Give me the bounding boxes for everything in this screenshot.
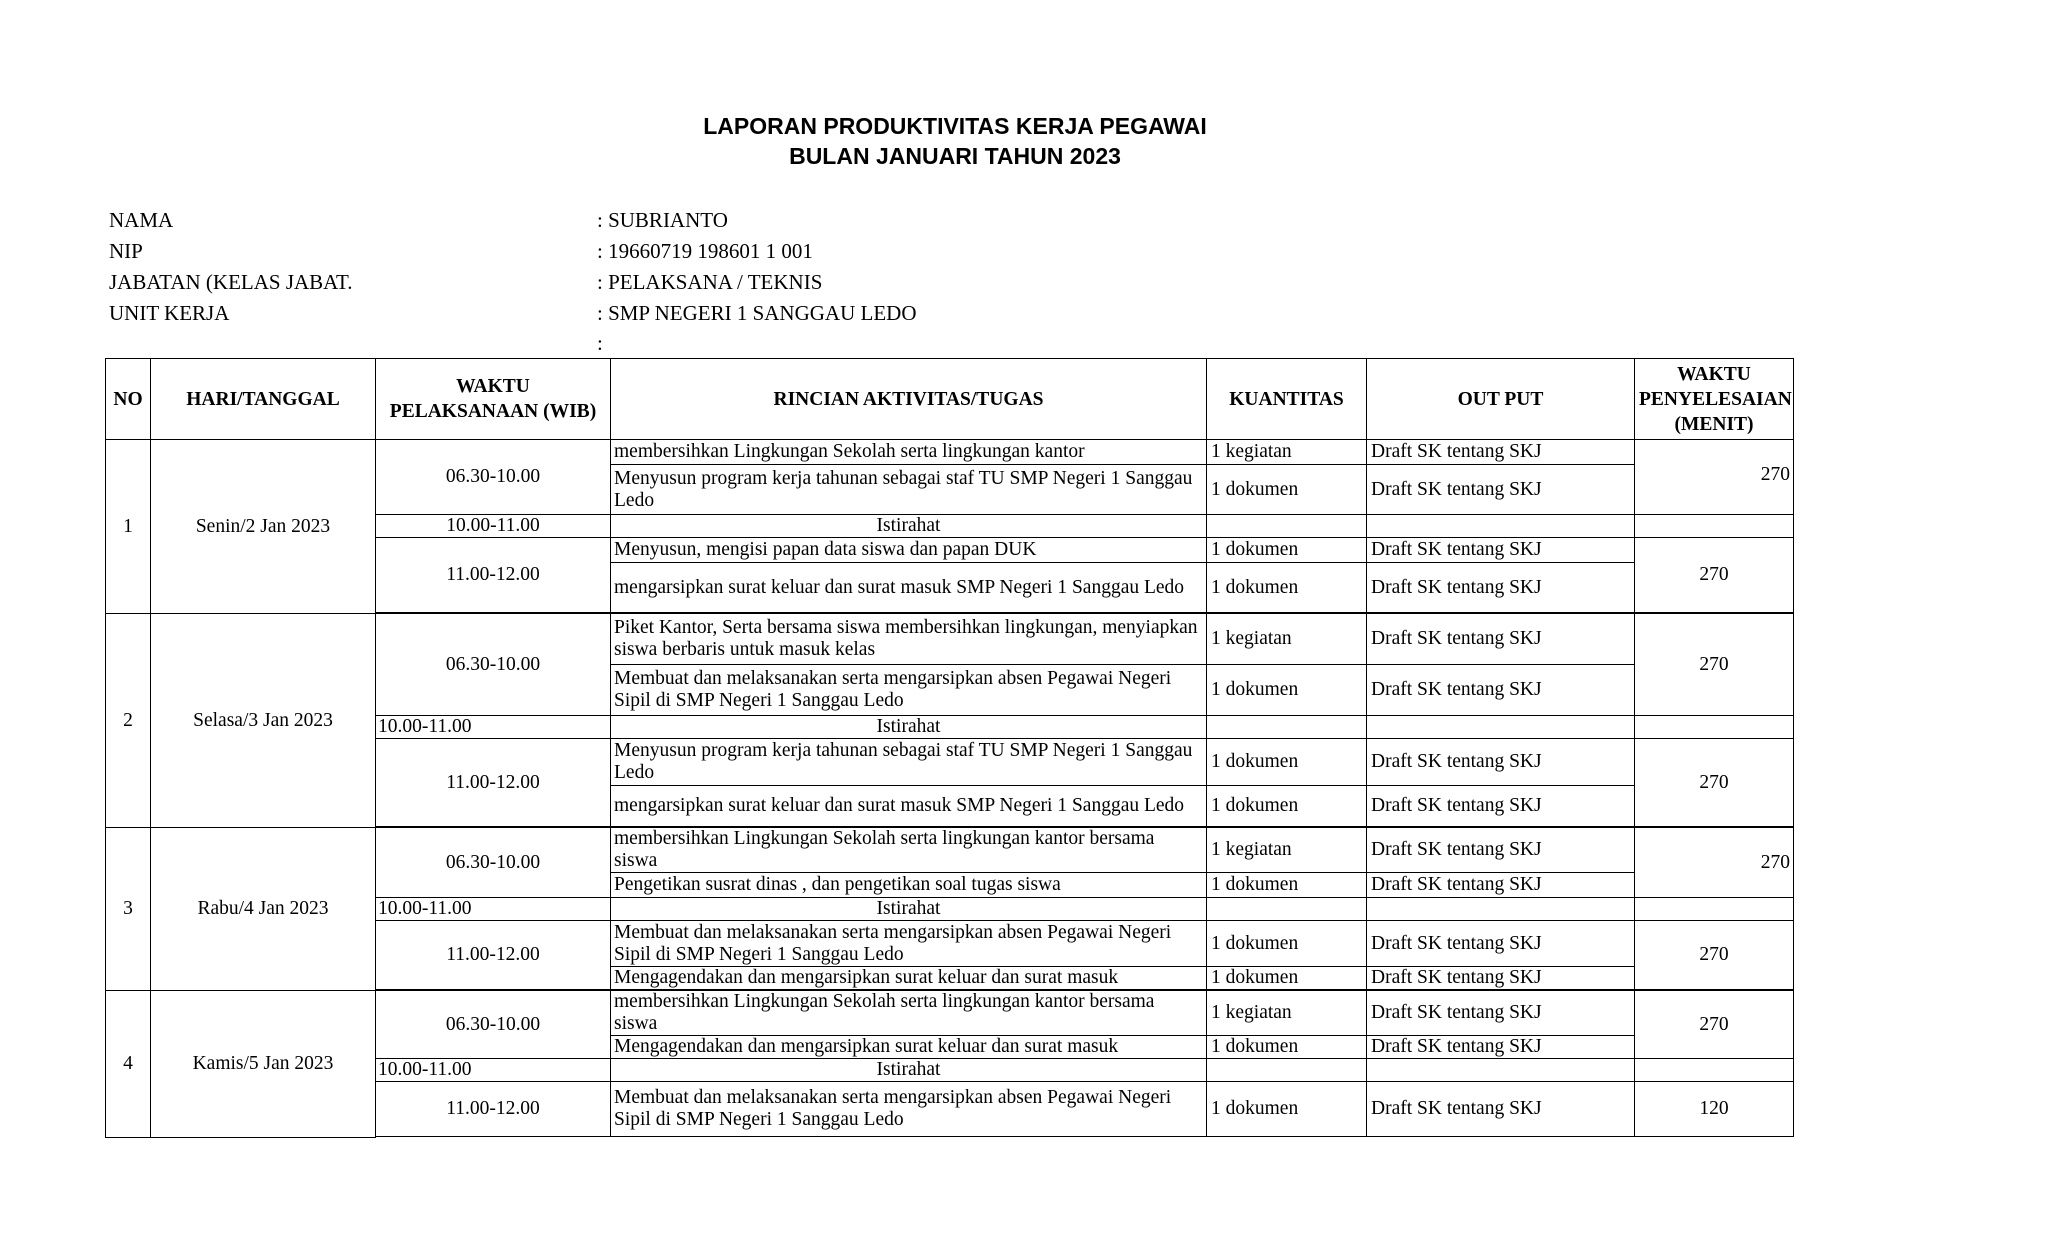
row-quantity: 1 dokumen — [1207, 563, 1367, 613]
row-time: 06.30-10.00 — [376, 991, 611, 1059]
row-minutes: 270 — [1635, 739, 1794, 827]
col-header-rincian: RINCIAN AKTIVITAS/TUGAS — [611, 359, 1207, 440]
row-no: 2 — [106, 614, 151, 828]
row-time: 11.00-12.00 — [376, 921, 611, 990]
row-no: 1 — [106, 440, 151, 614]
row-no: 4 — [106, 991, 151, 1138]
row-activity: membersihkan Lingkungan Sekolah serta lingkungan kantor bersama siswa — [611, 991, 1207, 1036]
row-quantity: 1 dokumen — [1207, 967, 1367, 990]
row-hari: Selasa/3 Jan 2023 — [151, 614, 376, 828]
row-activity: Mengagendakan dan mengarsipkan surat keluar dan surat masuk — [611, 1036, 1207, 1059]
col-header-hari: HARI/TANGGAL — [151, 359, 376, 440]
row-output: Draft SK tentang SKJ — [1367, 1036, 1635, 1059]
empty-cell — [1207, 716, 1367, 739]
table-row — [106, 614, 1794, 665]
row-time: 11.00-12.00 — [376, 1082, 611, 1137]
empty-cell — [1367, 515, 1635, 538]
empty-cell — [1635, 515, 1794, 538]
row-minutes: 270 — [1635, 538, 1794, 613]
row-quantity: 1 kegiatan — [1207, 991, 1367, 1036]
row-activity: Menyusun program kerja tahunan sebagai staf TU SMP Negeri 1 Sanggau Ledo — [611, 739, 1207, 786]
row-minutes: 270 — [1635, 991, 1794, 1059]
row-output: Draft SK tentang SKJ — [1367, 786, 1635, 827]
row-hari: Rabu/4 Jan 2023 — [151, 828, 376, 991]
table-row — [106, 440, 1794, 465]
row-activity: mengarsipkan surat keluar dan surat masuk SMP Negeri 1 Sanggau Ledo — [611, 563, 1207, 613]
row-output: Draft SK tentang SKJ — [1367, 873, 1635, 898]
unit-kerja-label: UNIT KERJA — [109, 301, 230, 325]
empty-cell — [1367, 1059, 1635, 1082]
empty-cell — [1635, 716, 1794, 739]
row-activity: Pengetikan susrat dinas , dan pengetikan soal tugas siswa — [611, 873, 1207, 898]
row-quantity: 1 kegiatan — [1207, 440, 1367, 465]
col-header-no: NO — [106, 359, 151, 440]
row-minutes: 270 — [1635, 828, 1794, 898]
empty-cell — [1367, 898, 1635, 921]
row-output: Draft SK tentang SKJ — [1367, 921, 1635, 967]
row-activity: membersihkan Lingkungan Sekolah serta lingkungan kantor — [611, 440, 1207, 465]
nip-label: NIP — [109, 239, 143, 263]
unit-kerja-value: : SMP NEGERI 1 SANGGAU LEDO — [597, 301, 917, 325]
row-activity: Mengagendakan dan mengarsipkan surat keluar dan surat masuk — [611, 967, 1207, 990]
row-quantity: 1 dokumen — [1207, 665, 1367, 716]
row-output: Draft SK tentang SKJ — [1367, 967, 1635, 990]
row-activity: Menyusun program kerja tahunan sebagai staf TU SMP Negeri 1 Sanggau Ledo — [611, 465, 1207, 515]
col-header-output: OUT PUT — [1367, 359, 1635, 440]
row-break-label: Istirahat — [611, 515, 1207, 538]
row-time: 10.00-11.00 — [376, 716, 611, 739]
row-time: 10.00-11.00 — [376, 898, 611, 921]
row-quantity: 1 dokumen — [1207, 538, 1367, 563]
row-quantity: 1 dokumen — [1207, 1082, 1367, 1137]
row-output: Draft SK tentang SKJ — [1367, 614, 1635, 665]
row-break-label: Istirahat — [611, 1059, 1207, 1082]
row-quantity: 1 dokumen — [1207, 1036, 1367, 1059]
col-header-waktu: WAKTU PELAKSANAAN (WIB) — [376, 359, 611, 440]
row-hari: Senin/2 Jan 2023 — [151, 440, 376, 614]
row-output: Draft SK tentang SKJ — [1367, 465, 1635, 515]
row-quantity: 1 dokumen — [1207, 465, 1367, 515]
row-time: 06.30-10.00 — [376, 614, 611, 716]
empty-cell — [1635, 898, 1794, 921]
empty-cell — [1207, 1059, 1367, 1082]
row-quantity: 1 kegiatan — [1207, 614, 1367, 665]
row-break-label: Istirahat — [611, 898, 1207, 921]
table-row — [106, 828, 1794, 873]
row-quantity: 1 kegiatan — [1207, 828, 1367, 873]
nama-label: NAMA — [109, 208, 174, 232]
empty-cell — [1207, 898, 1367, 921]
row-activity: mengarsipkan surat keluar dan surat masuk SMP Negeri 1 Sanggau Ledo — [611, 786, 1207, 827]
report-title: LAPORAN PRODUKTIVITAS KERJA PEGAWAI — [703, 113, 1207, 139]
row-activity: Membuat dan melaksanakan serta mengarsipkan absen Pegawai Negeri Sipil di SMP Negeri 1 Sanggau Ledo — [611, 665, 1207, 716]
row-output: Draft SK tentang SKJ — [1367, 563, 1635, 613]
row-output: Draft SK tentang SKJ — [1367, 991, 1635, 1036]
row-hari: Kamis/5 Jan 2023 — [151, 991, 376, 1138]
row-output: Draft SK tentang SKJ — [1367, 828, 1635, 873]
row-minutes: 270 — [1635, 440, 1794, 515]
row-output: Draft SK tentang SKJ — [1367, 440, 1635, 465]
row-activity: Menyusun, mengisi papan data siswa dan papan DUK — [611, 538, 1207, 563]
row-output: Draft SK tentang SKJ — [1367, 665, 1635, 716]
row-activity: membersihkan Lingkungan Sekolah serta lingkungan kantor bersama siswa — [611, 828, 1207, 873]
row-quantity: 1 dokumen — [1207, 921, 1367, 967]
row-time: 11.00-12.00 — [376, 538, 611, 613]
row-time: 11.00-12.00 — [376, 739, 611, 827]
row-quantity: 1 dokumen — [1207, 873, 1367, 898]
row-break-label: Istirahat — [611, 716, 1207, 739]
jabatan-value: : PELAKSANA / TEKNIS — [597, 270, 823, 294]
row-output: Draft SK tentang SKJ — [1367, 1082, 1635, 1137]
row-activity: Piket Kantor, Serta bersama siswa membersihkan lingkungan, menyiapkan siswa berbaris untuk masuk kelas — [611, 614, 1207, 665]
row-output: Draft SK tentang SKJ — [1367, 538, 1635, 563]
table-header-row — [106, 359, 1794, 440]
table-row — [106, 991, 1794, 1036]
row-minutes: 270 — [1635, 614, 1794, 716]
row-time: 06.30-10.00 — [376, 440, 611, 515]
activity-table — [105, 358, 1794, 1138]
jabatan-label: JABATAN (KELAS JABAT. — [109, 270, 353, 294]
row-quantity: 1 dokumen — [1207, 786, 1367, 827]
row-time: 10.00-11.00 — [376, 515, 611, 538]
empty-cell — [1635, 1059, 1794, 1082]
extra-colon: : — [597, 331, 603, 355]
col-header-kuantitas: KUANTITAS — [1207, 359, 1367, 440]
row-quantity: 1 dokumen — [1207, 739, 1367, 786]
nip-value: : 19660719 198601 1 001 — [597, 239, 813, 263]
row-output: Draft SK tentang SKJ — [1367, 739, 1635, 786]
empty-cell — [1367, 716, 1635, 739]
row-activity: Membuat dan melaksanakan serta mengarsipkan absen Pegawai Negeri Sipil di SMP Negeri 1 Sanggau Ledo — [611, 1082, 1207, 1137]
row-minutes: 270 — [1635, 921, 1794, 990]
row-activity: Membuat dan melaksanakan serta mengarsipkan absen Pegawai Negeri Sipil di SMP Negeri 1 Sanggau Ledo — [611, 921, 1207, 967]
col-header-penyelesaian: WAKTU PENYELESAIAN (MENIT) — [1635, 359, 1794, 440]
row-time: 10.00-11.00 — [376, 1059, 611, 1082]
row-time: 06.30-10.00 — [376, 828, 611, 898]
empty-cell — [1207, 515, 1367, 538]
row-minutes: 120 — [1635, 1082, 1794, 1137]
row-no: 3 — [106, 828, 151, 991]
nama-value: : SUBRIANTO — [597, 208, 728, 232]
report-subtitle: BULAN JANUARI TAHUN 2023 — [789, 143, 1121, 169]
